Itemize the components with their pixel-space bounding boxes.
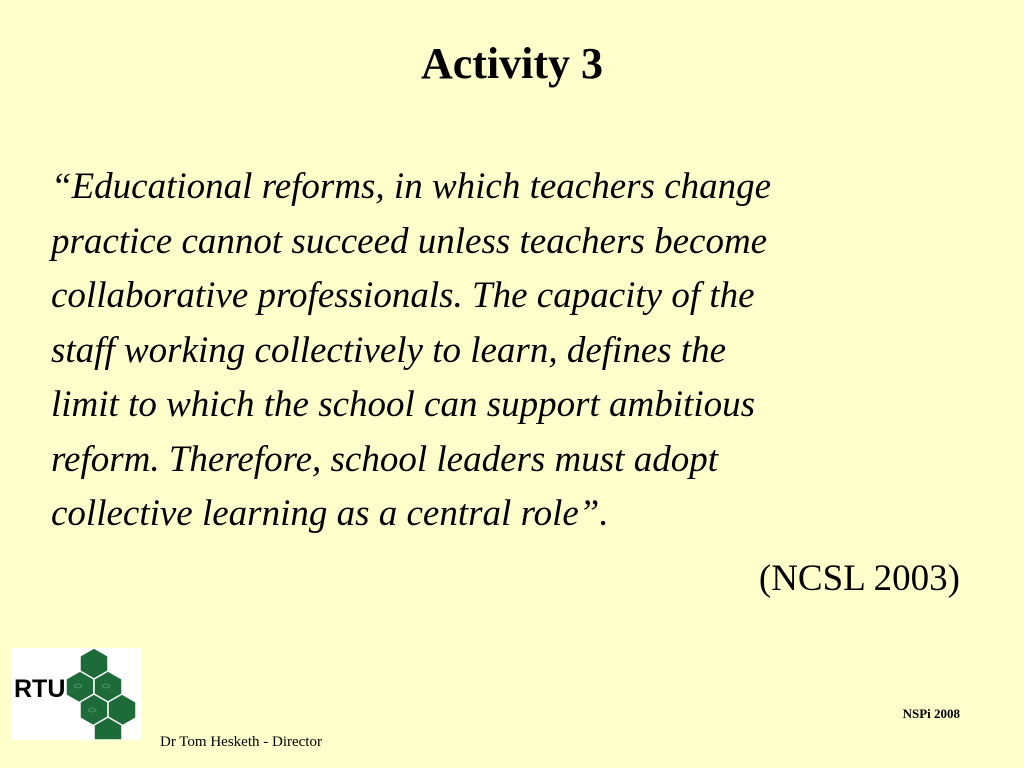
quote-line: “Educational reforms, in which teachers change [51,166,772,207]
quote-block [51,160,981,542]
quote-line: practice cannot succeed unless teachers become [51,220,768,262]
quote-line: limit to which the school can support ambitious [51,384,756,425]
quote-line: reform. Therefore, school leaders must adopt [51,438,718,480]
footer-author: Dr Tom Hesketh - Director [160,734,322,750]
rtu-logo [12,648,142,740]
logo-text: RTU [14,675,66,703]
quote-line: collaborative professionals. The capacity of the [51,275,755,316]
footer-event: NSPi 2008 [902,706,960,721]
quote-line: collective learning as a central role”. [51,493,609,534]
hexagon-logo-icon [12,648,142,740]
slide-title: Activity 3 [420,39,604,88]
citation: (NCSL 2003) [758,558,960,599]
quote-line: staff working collectively to learn, defines the [51,329,727,371]
